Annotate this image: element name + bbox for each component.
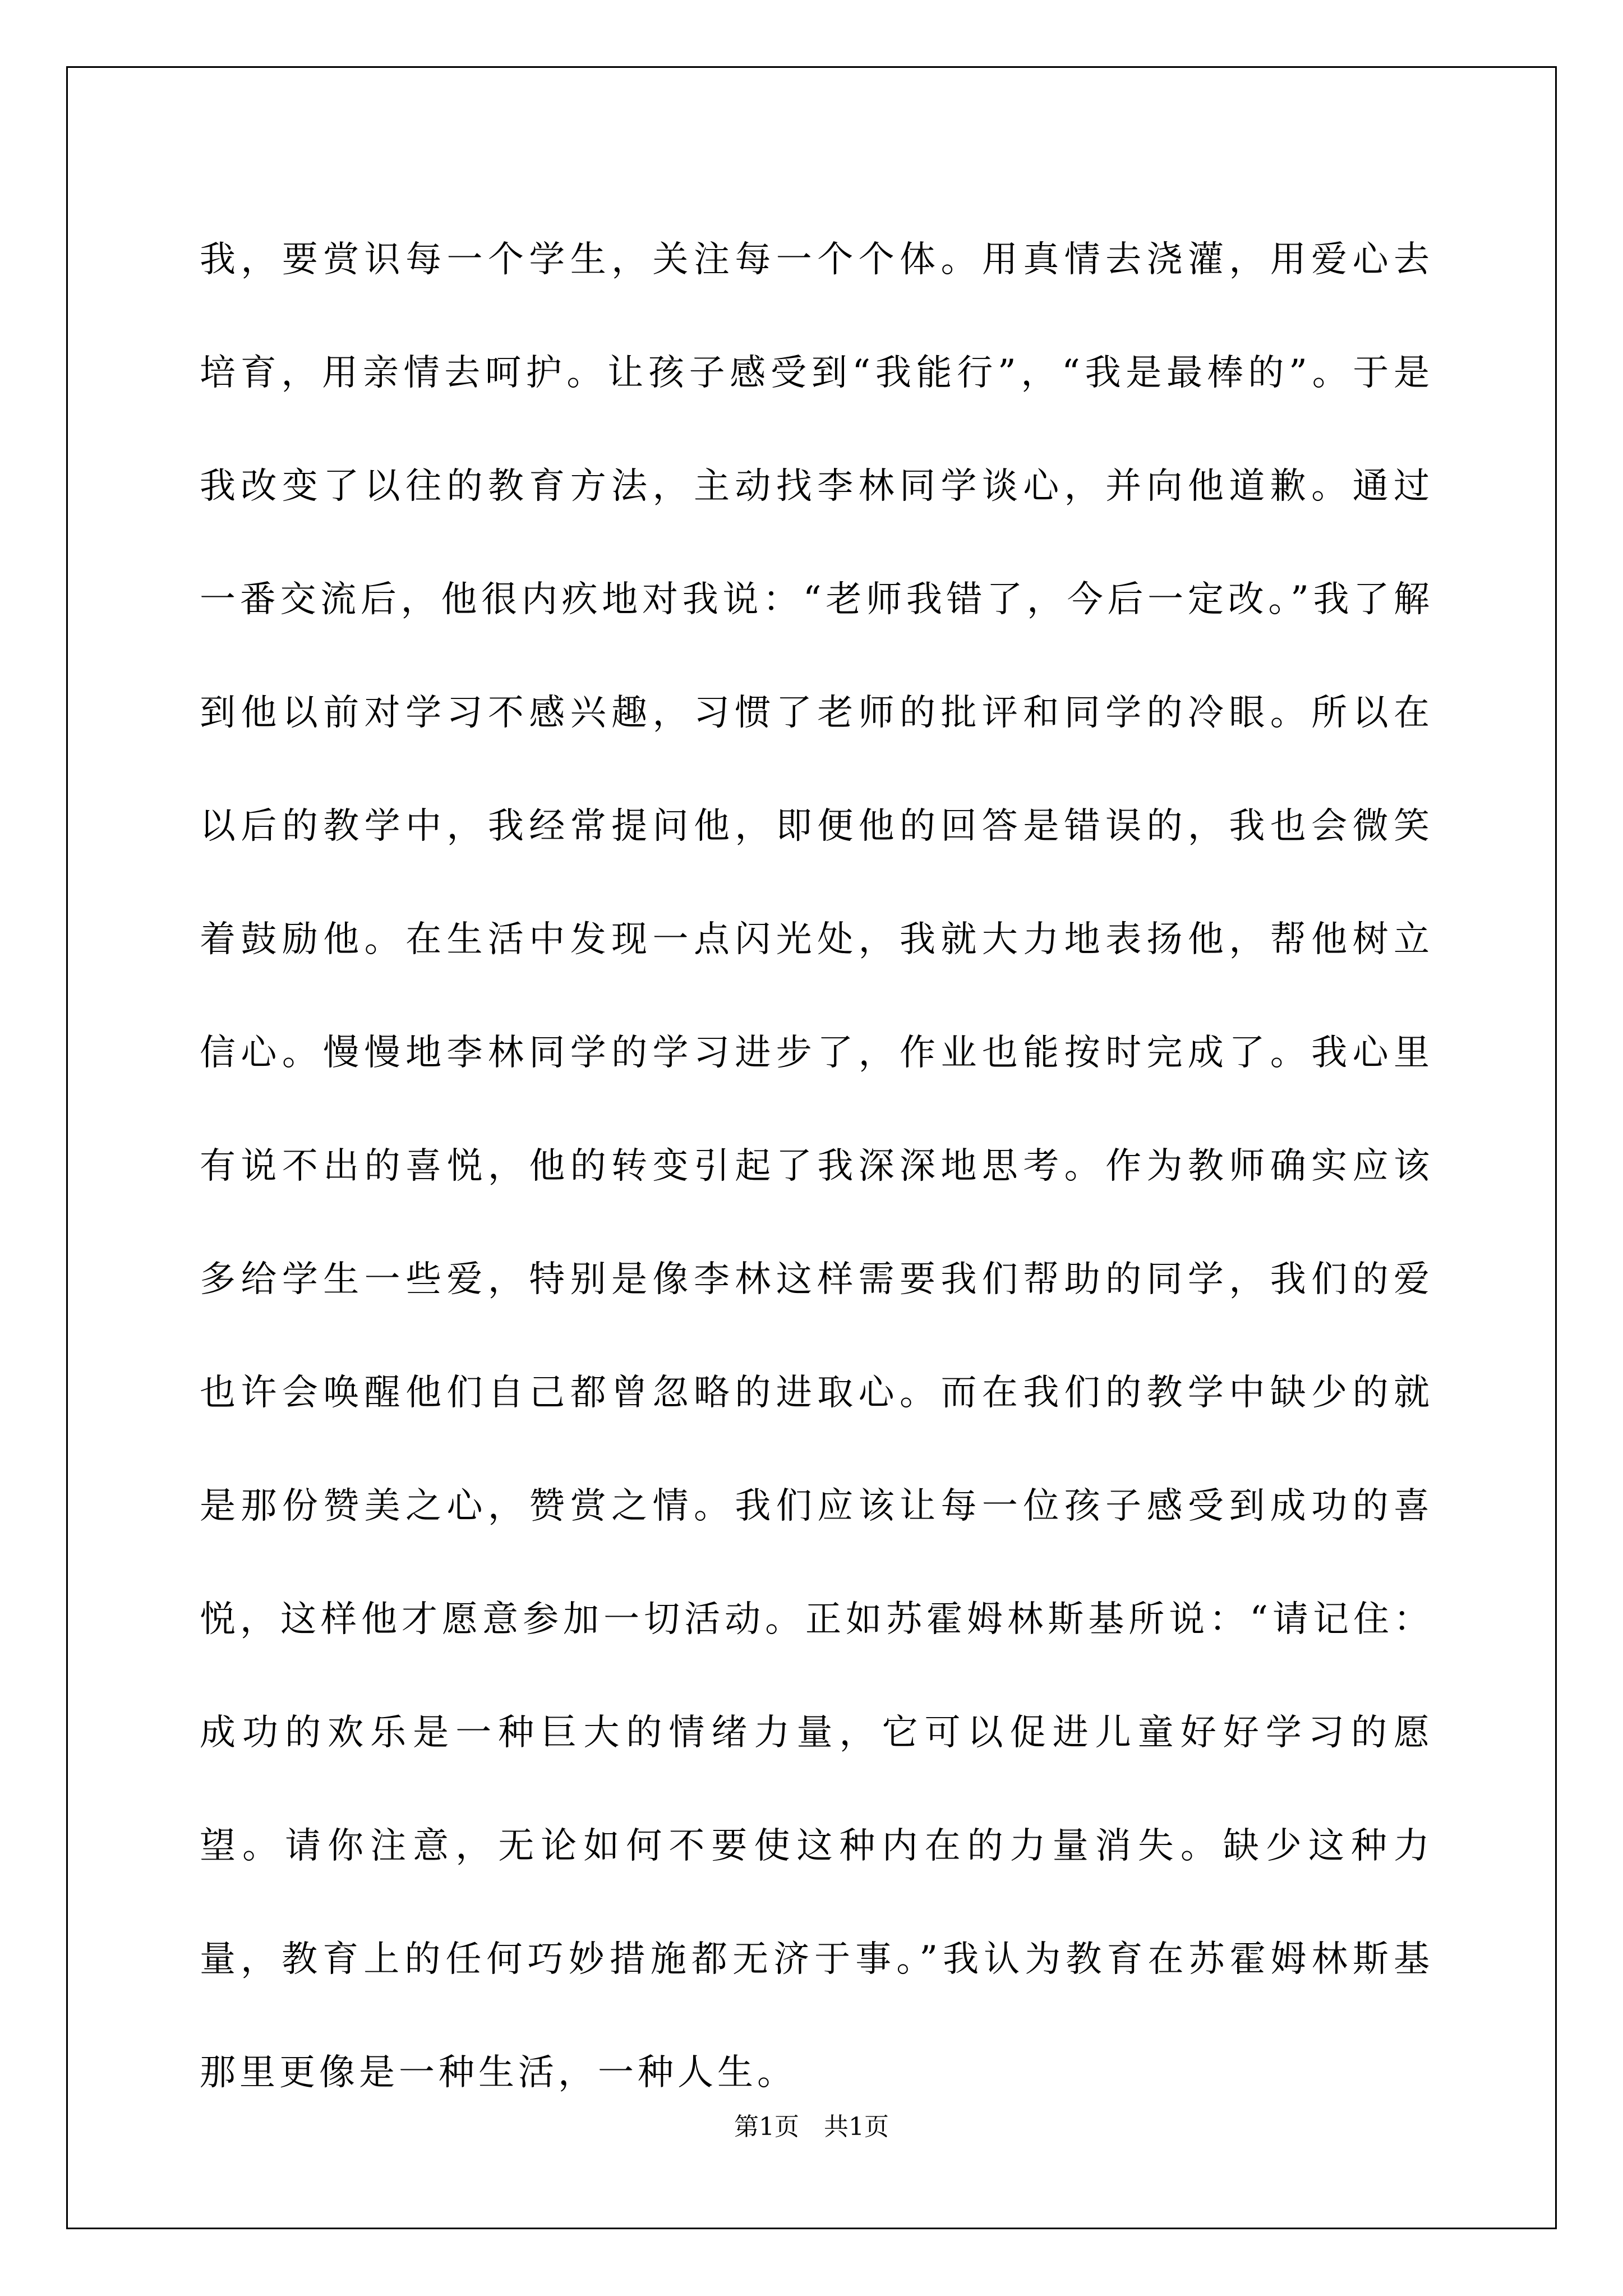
body-paragraph: 我，要赏识每一个学生，关注每一个个体。用真情去浇灌，用爱心去培育，用亲情去呵护。让孩子感受到“我能行”，“我是最棒的”。于是我改变了以往的教育方法，主动找李林同学谈心，并向他道歉。通过一番交流后，他很内疚地对我说：“老师我错了，今后一定改。”我了解到他以前对学习不感兴趣，习惯了老师的批评和同学的冷眼。所以在以后的教学中，我经常提问他，即便他的回答是错误的，我也会微笑着鼓励他。在生活中发现一点闪光处，我就大力地表扬他，帮他树立信心。慢慢地李林同学的学习进步了，作业也能按时完成了。我心里有说不出的喜悦，他的转变引起了我深深地思考。作为教师确实应该多给学生一些爱，特别是像李林这样需要我们帮助的同学，我们的爱也许会唤醒他们自己都曾忽略的进取心。而在我们的教学中缺少的就是那份赞美之心，赞赏之情。我们应该让每一位孩子感受到成功的喜悦，这样他才愿意参加一切活动。正如苏霍姆林斯基所说：“请记住：成功的欢乐是一种巨大的情绪力量，它可以促进儿童好好学习的愿望。请你注意，无论如何不要使这种内在的力量消失。缺少这种力量，教育上的任何巧妙措施都无济于事。”我认为教育在苏霍姆林斯基那里更像是一种生活，一种人生。: [200, 239, 1433, 2093]
page-number-footer: 第1页 共1页: [734, 2113, 889, 2141]
